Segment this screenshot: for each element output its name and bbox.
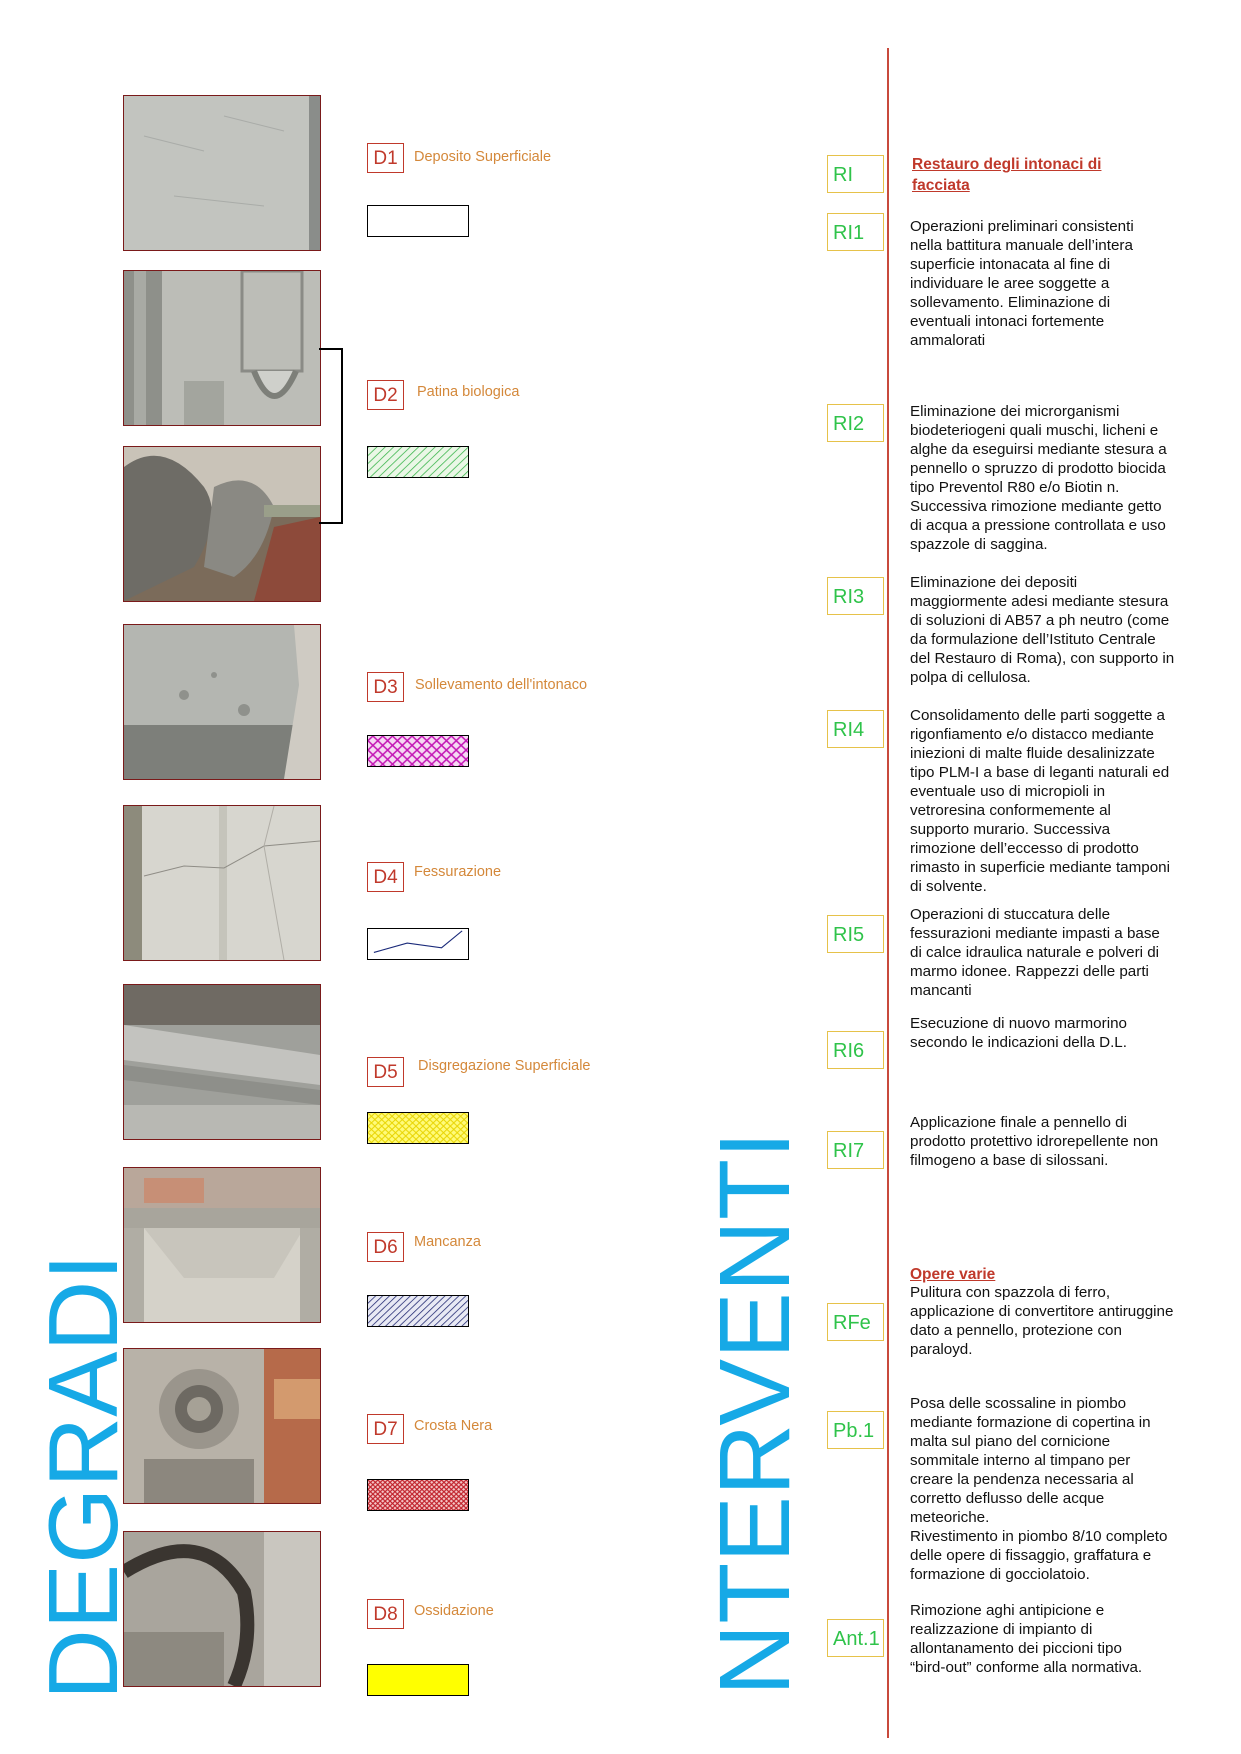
text-line: di acqua a pressione controllata e uso — [910, 517, 1166, 534]
text-line: eventuale uso di micropioli in — [910, 783, 1106, 800]
degrado-label-d3: Sollevamento dell'intonaco — [415, 677, 588, 693]
text-line: del Restauro di Roma), con supporto in — [910, 650, 1175, 667]
intervento-text-ant1 — [910, 1601, 1195, 1677]
degrado-code-d7: D7 — [367, 1414, 404, 1444]
text-line: Applicazione finale a pennello di — [910, 1114, 1128, 1131]
swatch-d3-magenta-herringbone — [367, 735, 469, 767]
text-line: maggiormente adesi mediante stesura — [910, 593, 1169, 610]
section-heading-restauro-line1: Restauro degli intonaci di — [912, 156, 1102, 173]
text-line: Pulitura con spazzola di ferro, — [910, 1284, 1111, 1301]
degrado-label-d8: Ossidazione — [414, 1603, 494, 1619]
text-line: fessurazioni mediante impasti a base — [910, 925, 1160, 942]
swatch-d2-green-hatch — [367, 446, 469, 478]
intervento-code-ri3: RI3 — [827, 577, 884, 615]
intervento-code-ant1: Ant.1 — [827, 1619, 884, 1657]
text-line: delle opere di fissaggio, graffatura e — [910, 1547, 1152, 1564]
section-heading-opere-varie: Opere varie — [910, 1266, 996, 1283]
text-line: dato a pennello, protezione con — [910, 1322, 1122, 1339]
interventi-title: NTERVENTI — [699, 1131, 811, 1696]
text-line: ammalorati — [910, 332, 986, 349]
text-line: paraloyd. — [910, 1341, 973, 1358]
photo-d2-column — [123, 270, 321, 426]
text-line: tipo Preventol R80 e/o Biotin n. — [910, 479, 1120, 496]
text-line: Rimozione aghi antipicione e — [910, 1602, 1105, 1619]
degrado-code-d5: D5 — [367, 1057, 404, 1087]
text-line: Operazioni preliminari consistenti — [910, 218, 1134, 235]
text-line: tipo PLM-I a base di leganti naturali ed — [910, 764, 1170, 781]
text-line: alghe da eseguirsi mediante stesura a — [910, 441, 1167, 458]
text-line: rigonfiamento e/o distacco mediante — [910, 726, 1154, 743]
intervento-text-ri5 — [910, 905, 1195, 1000]
intervento-code-ri2: RI2 — [827, 404, 884, 442]
intervento-text-pb1 — [910, 1394, 1195, 1584]
divider-line — [887, 48, 889, 1738]
text-line: mediante formazione di copertina in — [910, 1414, 1151, 1431]
text-line: allontanamento dei piccioni tipo — [910, 1640, 1122, 1657]
degrado-code-d4: D4 — [367, 862, 404, 892]
photo-d6 — [123, 1167, 321, 1323]
text-line: mancanti — [910, 982, 972, 999]
intervento-text-ri2 — [910, 402, 1195, 554]
text-line: rimozione dell’eccesso di prodotto — [910, 840, 1139, 857]
degradi-title: DEGRADI — [28, 1253, 138, 1700]
intervento-code-rfe: RFe — [827, 1303, 884, 1341]
text-line: polpa di cellulosa. — [910, 669, 1031, 686]
degrado-label-d1: Deposito Superficiale — [414, 149, 552, 165]
intervento-code-ri1: RI1 — [827, 213, 884, 251]
photo-d3 — [123, 624, 321, 780]
text-line: creare la pendenza necessaria al — [910, 1471, 1134, 1488]
intervento-text-ri1 — [910, 217, 1195, 350]
text-line: di solvente. — [910, 878, 987, 895]
photo-d8 — [123, 1531, 321, 1687]
degrado-label-d2: Patina biologica — [417, 384, 520, 400]
swatch-d7-red-crosshatch — [367, 1479, 469, 1511]
text-line: individuare le aree soggette a — [910, 275, 1110, 292]
text-line: Operazioni di stuccatura delle — [910, 906, 1111, 923]
swatch-d5-yellow-crosshatch — [367, 1112, 469, 1144]
text-line: malta sul piano del cornicione — [910, 1433, 1111, 1450]
text-line: Rivestimento in piombo 8/10 completo — [910, 1528, 1168, 1545]
intervento-text-rfe — [910, 1283, 1195, 1359]
text-line: Successiva rimozione mediante getto — [910, 498, 1162, 515]
text-line: spazzole di saggina. — [910, 536, 1048, 553]
photo-d7 — [123, 1348, 321, 1504]
text-line: pennello o spruzzo di prodotto biocida — [910, 460, 1166, 477]
text-line: da formulazione dell’Istituto Centrale — [910, 631, 1156, 648]
section-heading-restauro-line2: facciata — [912, 177, 970, 194]
intervento-text-ri4 — [910, 706, 1195, 896]
degrado-code-d2: D2 — [367, 380, 404, 410]
text-line: sommitale interno al timpano per — [910, 1452, 1131, 1469]
text-line: realizzazione di impianto di — [910, 1621, 1093, 1638]
swatch-d6-navy-hatch — [367, 1295, 469, 1327]
text-line: sollevamento. Eliminazione di — [910, 294, 1111, 311]
text-line: iniezioni di malte fluide desalinizzate — [910, 745, 1155, 762]
degrado-code-d3: D3 — [367, 672, 404, 702]
text-line: Eliminazione dei microrganismi — [910, 403, 1120, 420]
text-line: rimasto in superficie mediante tamponi — [910, 859, 1170, 876]
intervento-text-ri3 — [910, 573, 1195, 687]
intervento-code-ri4: RI4 — [827, 710, 884, 748]
text-line: biodeteriogeni quali muschi, licheni e — [910, 422, 1159, 439]
swatch-d4-crack-line — [367, 928, 469, 960]
degrado-code-d8: D8 — [367, 1599, 404, 1629]
degrado-code-d1: D1 — [367, 143, 404, 173]
text-line: eventuali intonaci fortemente — [910, 313, 1105, 330]
degrado-label-d5: Disgregazione Superficiale — [418, 1058, 591, 1074]
d2-bracket — [319, 348, 343, 524]
degrado-label-d6: Mancanza — [414, 1234, 481, 1250]
text-line: Consolidamento delle parti soggette a — [910, 707, 1165, 724]
intervento-code-ri: RI — [827, 155, 884, 193]
text-line: corretto deflusso delle acque — [910, 1490, 1105, 1507]
text-line: di calce idraulica naturale e polveri di — [910, 944, 1160, 961]
text-line: prodotto protettivo idrorepellente non — [910, 1133, 1159, 1150]
text-line: vetroresina conformemente al — [910, 802, 1111, 819]
photo-d5 — [123, 984, 321, 1140]
intervento-code-ri5: RI5 — [827, 915, 884, 953]
text-line: meteoriche. — [910, 1509, 990, 1526]
degrado-code-d6: D6 — [367, 1232, 404, 1262]
degrado-label-d7: Crosta Nera — [414, 1418, 493, 1434]
text-line: di soluzioni di AB57 a ph neutro (come — [910, 612, 1170, 629]
text-line: filmogeno a base di silossani. — [910, 1152, 1109, 1169]
degrado-label-d4: Fessurazione — [414, 864, 502, 880]
swatch-d8-solid-yellow — [367, 1664, 469, 1696]
photo-d2-sculpture — [123, 446, 321, 602]
intervento-code-pb1: Pb.1 — [827, 1411, 884, 1449]
text-line: applicazione di convertitore antiruggine — [910, 1303, 1174, 1320]
photo-d1 — [123, 95, 321, 251]
intervento-text-ri7 — [910, 1113, 1195, 1170]
intervento-text-ri6 — [910, 1014, 1195, 1052]
text-line: “bird-out” conforme alla normativa. — [910, 1659, 1143, 1676]
swatch-d1-empty — [367, 205, 469, 237]
text-line: nella battitura manuale dell’intera — [910, 237, 1133, 254]
photo-d4 — [123, 805, 321, 961]
text-line: Esecuzione di nuovo marmorino — [910, 1015, 1127, 1032]
text-line: superficie intonacata al fine di — [910, 256, 1111, 273]
intervento-code-ri7: RI7 — [827, 1131, 884, 1169]
text-line: formazione di gocciolatoio. — [910, 1566, 1090, 1583]
text-line: secondo le indicazioni della D.L. — [910, 1034, 1127, 1051]
intervento-code-ri6: RI6 — [827, 1031, 884, 1069]
section-heading-restauro — [912, 154, 1101, 196]
text-line: marmo idonee. Rappezzi delle parti — [910, 963, 1149, 980]
text-line: supporto murario. Successiva — [910, 821, 1111, 838]
text-line: Eliminazione dei depositi — [910, 574, 1078, 591]
text-line: Posa delle scossaline in piombo — [910, 1395, 1127, 1412]
